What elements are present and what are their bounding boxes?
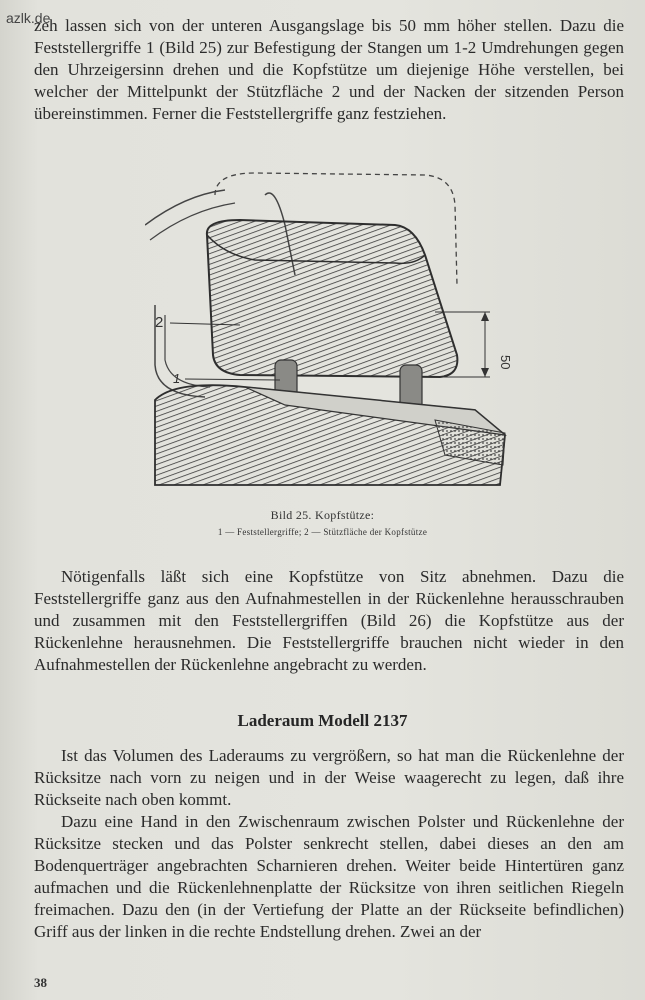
section-heading: Laderaum Modell 2137: [237, 711, 408, 730]
dimension-arrowhead-down: [481, 368, 489, 377]
dimension-label: 50: [498, 355, 513, 370]
window-frame-line: [165, 315, 210, 387]
label-1-leader: [185, 379, 280, 380]
headrest-drawing: [145, 165, 515, 495]
figure-caption-legend: 1 — Feststellergriffe; 2 — Stützfläche der Kopfstütze: [217, 527, 428, 537]
site-watermark: azlk.de: [6, 10, 51, 26]
headrest-cushion: [207, 220, 457, 377]
paragraph-laderaum-1: Ist das Volumen des Laderaums zu vergrößern, so hat man die Rückenlehne der Rücksitze nach vorn zu neigen und in der Weise waagerecht zu legen, daß ihre Rückseite nach oben kommt.: [34, 746, 624, 809]
label-2: 2: [155, 314, 164, 331]
figure-caption-title: Bild 25. Kopfstütze:: [270, 508, 375, 522]
paragraph-headrest-remove: Nötigenfalls läßt sich eine Kopfstütze von Sitz abnehmen. Dazu die Feststellergriffe ganz aus den Aufnahmestellen in der Rückenlehne herausschrauben und zusammen mit den Feststellergriffen (Bild 26) die Kopfstütze aus der Rückenlehne herausnehmen. Die Feststellergriffe brauchen nicht wieder in den Aufnahmestellen der Rückenlehne angebracht zu werden.: [34, 567, 624, 674]
headrest-illustration: [145, 165, 515, 495]
paragraph-headrest-adjust: zeh lassen sich von der unteren Ausgangslage bis 50 mm höher stellen. Dazu die Feststellergriffe 1 (Bild 25) zur Befestigung der Stangen um 1-2 Umdrehungen gegen den Uhrzeigersinn drehen und die Kopfstütze um diejenige Höhe verstellen, bei welcher der Mittelpunkt der Stützfläche 2 und der Nacken der sitzenden Person übereinstimmen. Ferner die Feststellergriffe ganz festziehen.: [34, 16, 624, 123]
paragraph-laderaum-2: Dazu eine Hand in den Zwischenraum zwischen Polster und Rückenlehne der Rücksitze stecken und das Polster senkrecht stellen, dabei dieses an den am Bodenquerträger angebrachten Scharnieren drehen. Weiter beide Hintertüren ganz aufmachen und die Rückenlehnenplatte der Rücksitze von ihren seitlichen Riegeln freimachen. Dazu den (in der Vertiefung der Platte an der Rückseite befindlichen) Griff aus der linken in die rechte Endstellung drehen. Zwei an der: [34, 812, 624, 941]
dimension-arrowhead-up: [481, 312, 489, 321]
page-number: 38: [34, 975, 47, 990]
label-1: 1: [173, 371, 181, 386]
